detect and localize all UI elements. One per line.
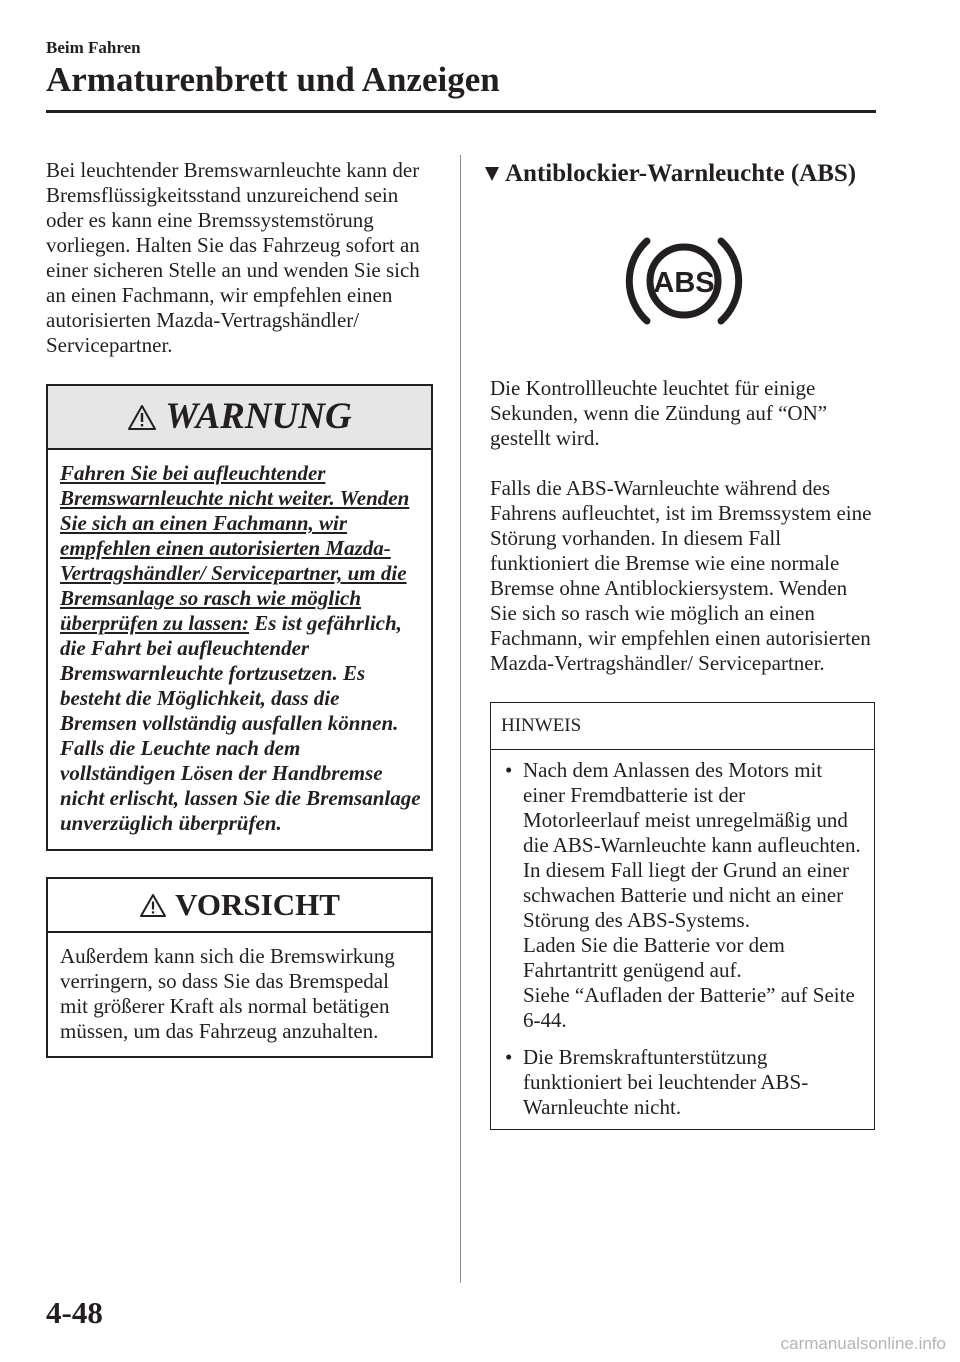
header-rule	[46, 110, 876, 113]
left-column	[46, 158, 434, 1058]
abs-warning-light-icon	[619, 229, 749, 333]
warning-underlined-text: Fahren Sie bei aufleuchtender Bremswarnleuchte nicht weiter. Wenden Sie sich an einen Fachmann, wir empfehlen einen autorisierten Mazda-Vertragshändler/ Servicepartner, um die Bremsanlage so rasch wie möglich überprüfen zu lassen:	[60, 461, 410, 635]
warning-box	[46, 384, 433, 851]
note-header: HINWEIS	[491, 703, 874, 750]
down-triangle-marker-icon	[484, 164, 500, 184]
note-body	[491, 750, 874, 1129]
page-number: 4-48	[46, 1295, 103, 1330]
caution-title: VORSICHT	[175, 887, 340, 922]
abs-heading	[484, 158, 878, 190]
warning-header	[48, 386, 431, 450]
warning-title: WARNUNG	[165, 396, 352, 437]
abs-paragraph-2: Falls die ABS-Warnleuchte während des Fahrens aufleuchtet, ist im Bremssystem eine Störung vorhanden. In diesem Fall funktioniert die Bremse wie eine normale Bremse ohne Antiblockiersystem. Wenden Sie sich so rasch wie möglich an einen Fachmann, wir empfehlen einen autorisierten Mazda-Vertragshändler/ Servicepartner.	[490, 476, 872, 675]
warning-triangle-icon	[127, 404, 157, 431]
note-item	[501, 1045, 864, 1120]
intro-paragraph: Bei leuchtender Bremswarnleuchte kann der Bremsflüssigkeitsstand unzureichend sein oder es kann eine Bremssystemstörung vorliegen. Halten Sie das Fahrzeug sofort an einer sicheren Stelle an und wenden Sie sich an einen Fachmann, wir empfehlen einen autorisierten Mazda-Vertragshändler/ Servicepartner.	[46, 158, 420, 357]
note-item-text	[523, 1045, 864, 1120]
warning-body	[48, 450, 431, 849]
watermark: carmanualsonline.info	[780, 1334, 946, 1353]
note-item-line: Laden Sie die Batterie vor dem Fahrtantritt genügend auf.	[523, 933, 785, 982]
bullet-icon: •	[505, 1045, 513, 1069]
note-box	[490, 702, 875, 1130]
caution-triangle-icon	[139, 893, 167, 918]
abs-heading-title: Antiblockier-Warnleuchte (ABS)	[505, 160, 857, 187]
abs-paragraph-1: Die Kontrollleuchte leuchtet für einige Sekunden, wenn die Zündung auf “ON” gestellt wird.	[490, 376, 828, 450]
note-item-text	[523, 758, 864, 1033]
section-label: Beim Fahren	[46, 38, 141, 57]
caution-box	[46, 877, 433, 1058]
column-divider	[460, 155, 461, 1283]
warning-text: Es ist gefährlich, die Fahrt bei aufleuchtender Bremswarnleuchte fortzusetzen. Es besteht die Möglichkeit, dass die Bremsen vollständig ausfallen können. Falls die Leuchte nach dem vollständigen Lösen der Handbremse nicht erlischt, lassen Sie die Bremsanlage unverzüglich überprüfen.	[60, 611, 421, 835]
note-item-line: Nach dem Anlassen des Motors mit einer Fremdbatterie ist der Motorleerlauf meist unregelmäßig und die ABS-Warnleuchte kann aufleuchten. In diesem Fall liegt der Grund an einer schwachen Batterie und nicht an einer Störung des ABS-Systems.	[523, 758, 861, 932]
caution-header	[48, 879, 431, 933]
chapter-title: Armaturenbrett und Anzeigen	[46, 60, 500, 99]
note-item	[501, 758, 864, 1033]
note-item-line: Siehe “Aufladen der Batterie” auf Seite 6-44.	[523, 983, 855, 1032]
right-column	[490, 158, 878, 1130]
abs-icon-label: ABS	[653, 267, 715, 299]
bullet-icon: •	[505, 758, 513, 782]
caution-body: Außerdem kann sich die Bremswirkung verringern, so dass Sie das Bremspedal mit größerer Kraft als normal betätigen müssen, um das Fahrzeug anzuhalten.	[60, 944, 395, 1043]
note-item-line: Die Bremskraftunterstützung funktioniert bei leuchtender ABS-Warnleuchte nicht.	[523, 1045, 809, 1119]
abs-icon-wrap	[490, 212, 878, 350]
